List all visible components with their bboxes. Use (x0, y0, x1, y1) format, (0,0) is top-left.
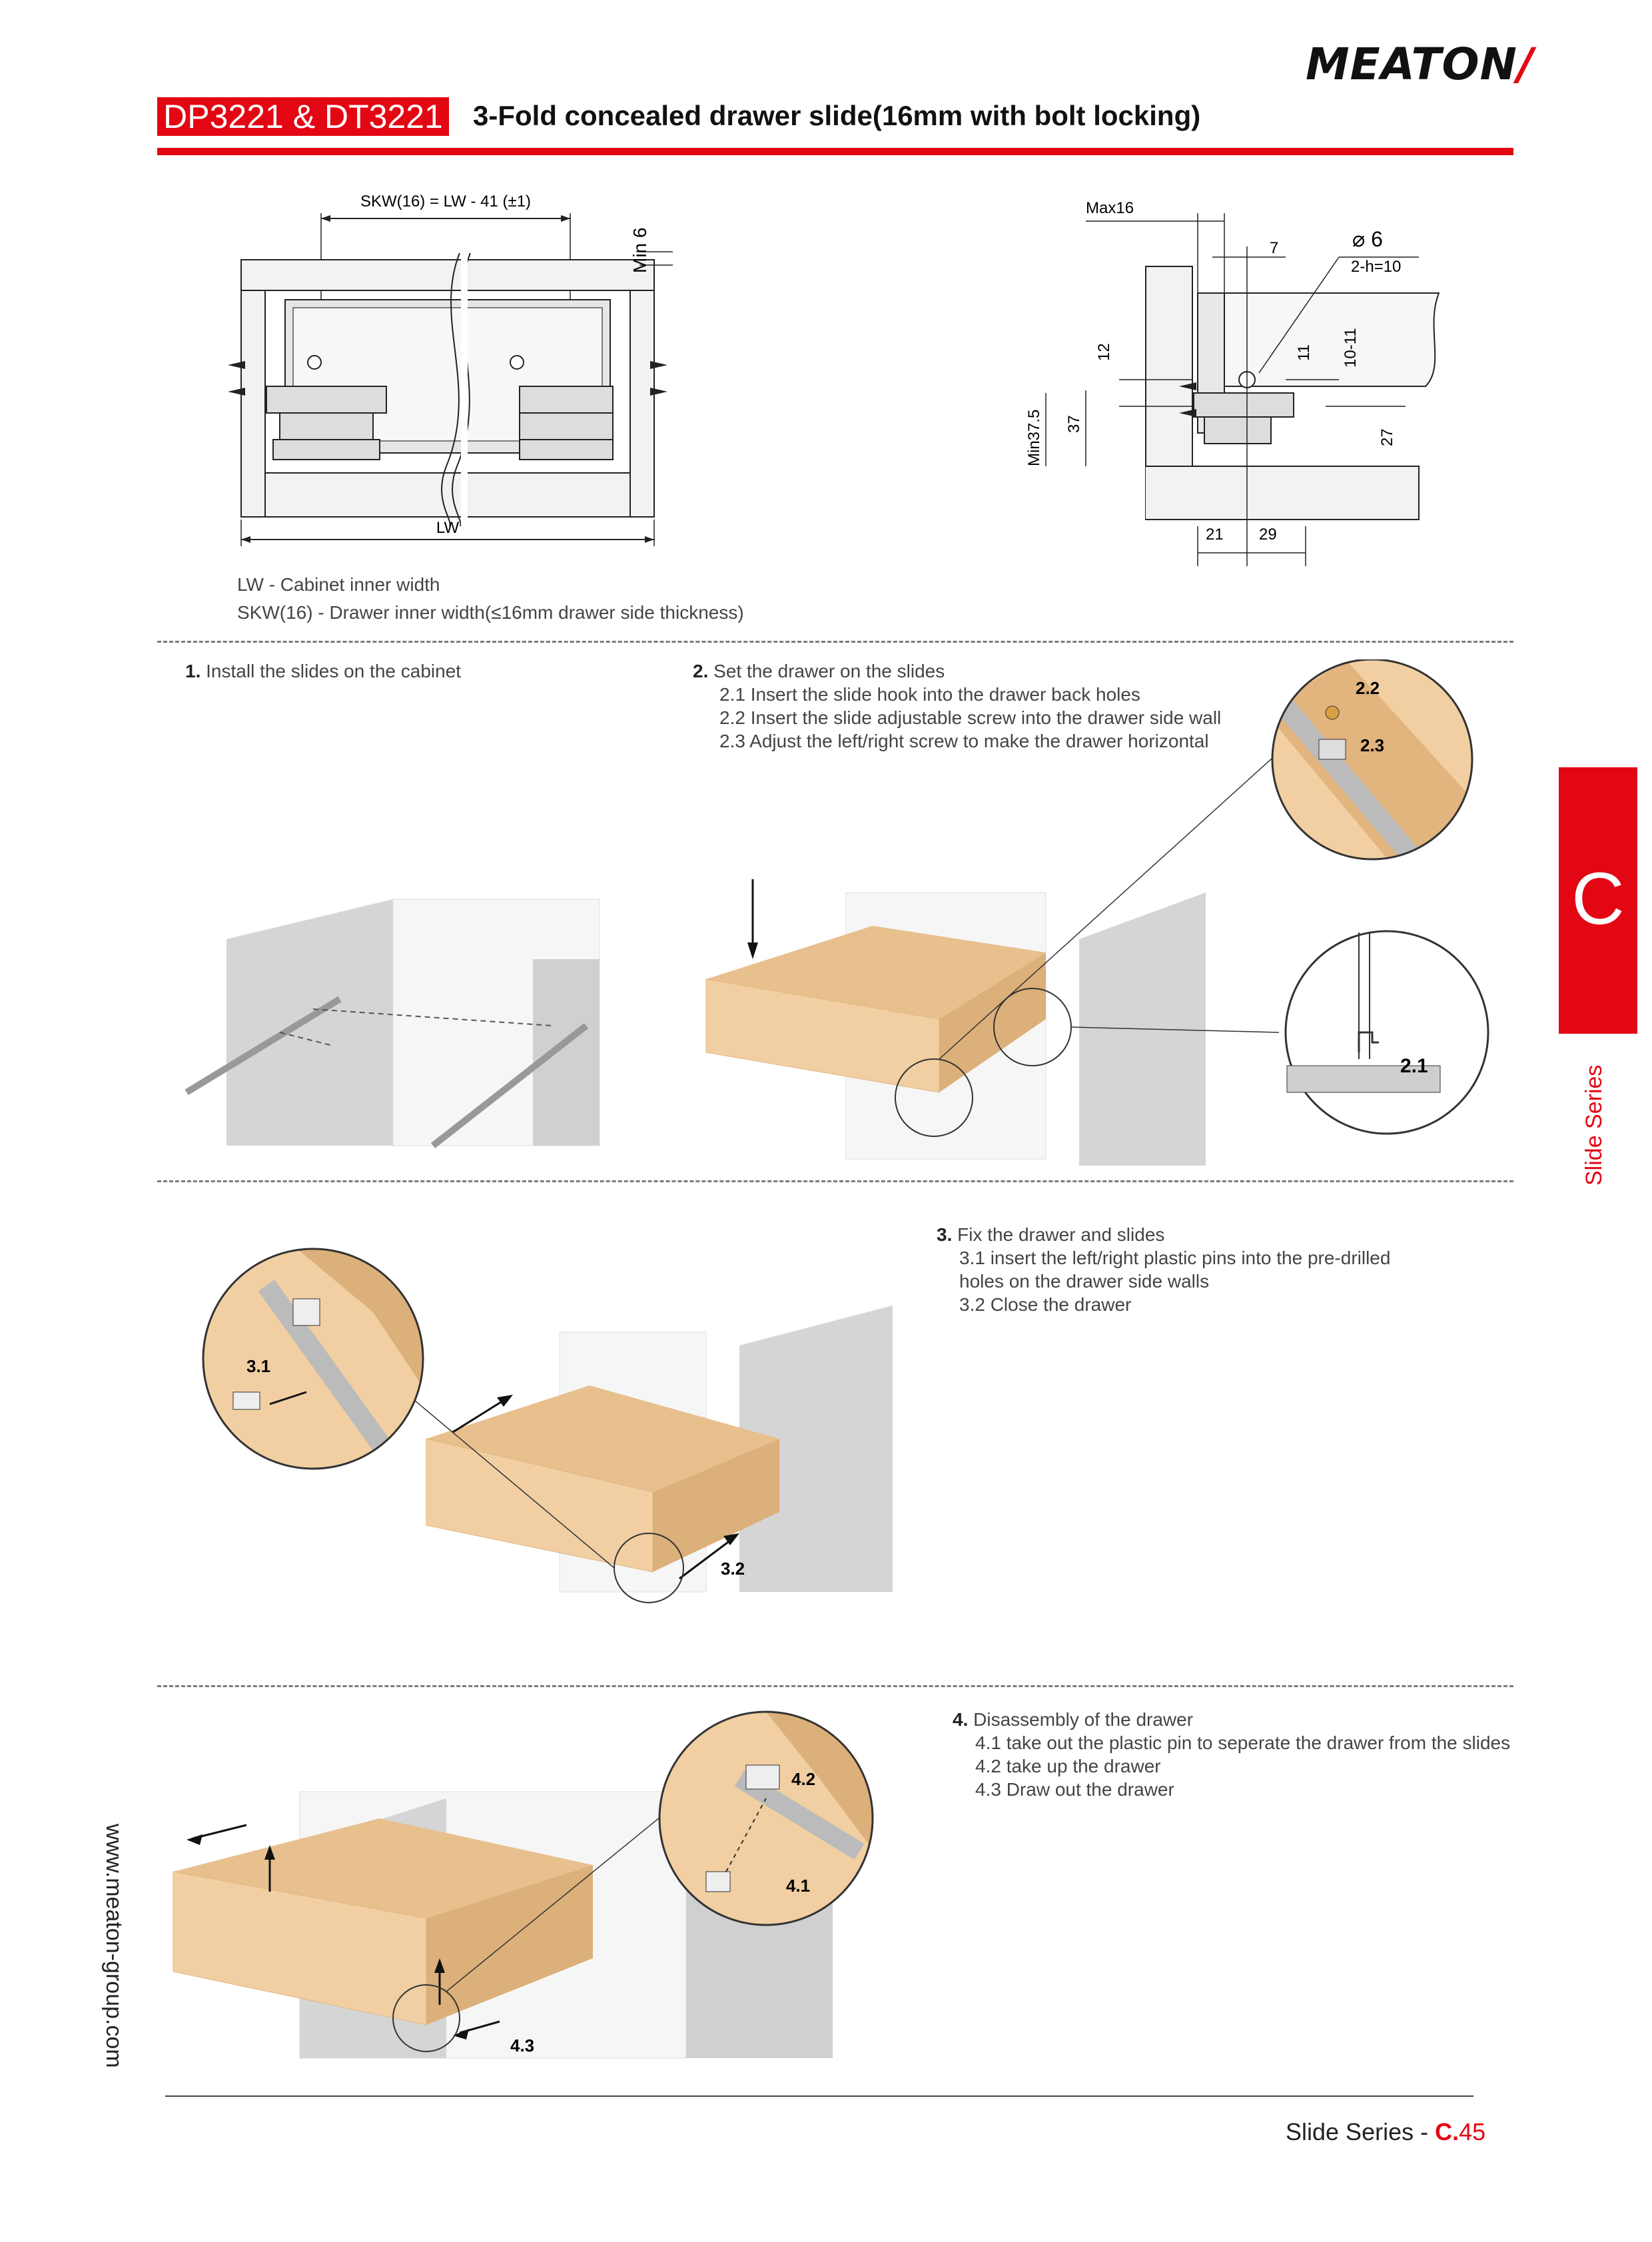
d7-label: 7 (1270, 239, 1279, 257)
callout-3-2: 3.2 (721, 1559, 745, 1579)
step-4-item: 4.2 take up the drawer (975, 1756, 1161, 1776)
skw-formula-label: SKW(16) = LW - 41 (±1) (360, 192, 532, 210)
page-title: 3-Fold concealed drawer slide(16mm with bolt locking) (473, 100, 1201, 131)
callout-3-1: 3.1 (246, 1356, 271, 1376)
d29-label: 29 (1259, 526, 1277, 544)
d11-label: 11 (1295, 344, 1313, 361)
lw-label: LW (436, 519, 460, 537)
callout-4-2: 4.2 (791, 1769, 816, 1789)
d12-label: 12 (1095, 343, 1113, 361)
step-4-text: 4. Disassembly of the drawer 4.1 take out the plastic pin to seperate the drawer from the slides 4.2 take up the drawer 4.3 Draw out the drawer (953, 1708, 1525, 1801)
step-2-text: 2. Set the drawer on the slides 2.1 Insert the slide hook into the drawer back holes 2.2 Insert the slide adjustable screw into the drawer side wall 2.3 Adjust the left/right screw to make the drawer horizontal (693, 659, 1252, 753)
callout-4-3: 4.3 (510, 2036, 535, 2055)
callout-2-1: 2.1 (1400, 1055, 1428, 1077)
min6-label: Min 6 (629, 227, 650, 273)
divider-3 (157, 1685, 1513, 1687)
step-4-illustration (167, 1705, 953, 2065)
section-letter: C (1571, 858, 1625, 940)
side-section-diagram (1019, 193, 1446, 566)
step-1-title: 1. Install the slides on the cabinet (185, 661, 462, 681)
d10-11-label: 10-11 (1342, 328, 1360, 368)
min37-5-label: Min37.5 (1025, 409, 1043, 466)
front-technical-diagram (213, 187, 679, 560)
legend-lw: LW - Cabinet inner width (237, 574, 440, 595)
d21-label: 21 (1206, 526, 1224, 544)
step-3-item: 3.2 Close the drawer (959, 1294, 1132, 1315)
callout-4-1: 4.1 (786, 1876, 811, 1896)
step-3-illustration (173, 1232, 913, 1619)
footer-rule (165, 2095, 1473, 2097)
hole-depth-label: 2-h=10 (1351, 258, 1402, 276)
step-4-item: 4.3 Draw out the drawer (975, 1779, 1174, 1800)
d27-label: 27 (1378, 428, 1396, 446)
max16-label: Max16 (1086, 199, 1134, 217)
callout-2-3: 2.3 (1360, 735, 1385, 755)
callout-2-2: 2.2 (1356, 678, 1380, 698)
step-2-item: 2.3 Adjust the left/right screw to make the drawer horizontal (719, 731, 1209, 751)
page-footer: Slide Series - C.45 (1286, 2118, 1486, 2145)
d37-label: 37 (1065, 415, 1083, 433)
divider-2 (157, 1180, 1513, 1182)
brand-logo: MEATON/ (1306, 39, 1534, 90)
legend-skw: SKW(16) - Drawer inner width(≤16mm drawer side thickness) (237, 602, 744, 623)
step-3-item: 3.1 insert the left/right plastic pins into the pre-drilled (959, 1248, 1391, 1268)
step-3-item: holes on the drawer side walls (959, 1271, 1210, 1292)
step-3-text: 3. Fix the drawer and slides 3.1 insert the left/right plastic pins into the pre-drilled holes on the drawer side walls 3.2 Close the drawer (937, 1223, 1469, 1316)
divider-1 (157, 641, 1513, 643)
step-2-item: 2.2 Insert the slide adjustable screw into the drawer side wall (719, 707, 1222, 728)
diameter6-label: ⌀ 6 (1352, 227, 1383, 251)
step-2-item: 2.1 Insert the slide hook into the drawer back holes (719, 684, 1140, 705)
step-1-illustration (180, 893, 626, 1152)
model-codes-badge: DP3221 & DT3221 (157, 97, 449, 136)
header-rule (157, 148, 1513, 155)
step-4-item: 4.1 take out the plastic pin to seperate the drawer from the slides (975, 1732, 1511, 1753)
step-2-illustration (693, 659, 1519, 1179)
